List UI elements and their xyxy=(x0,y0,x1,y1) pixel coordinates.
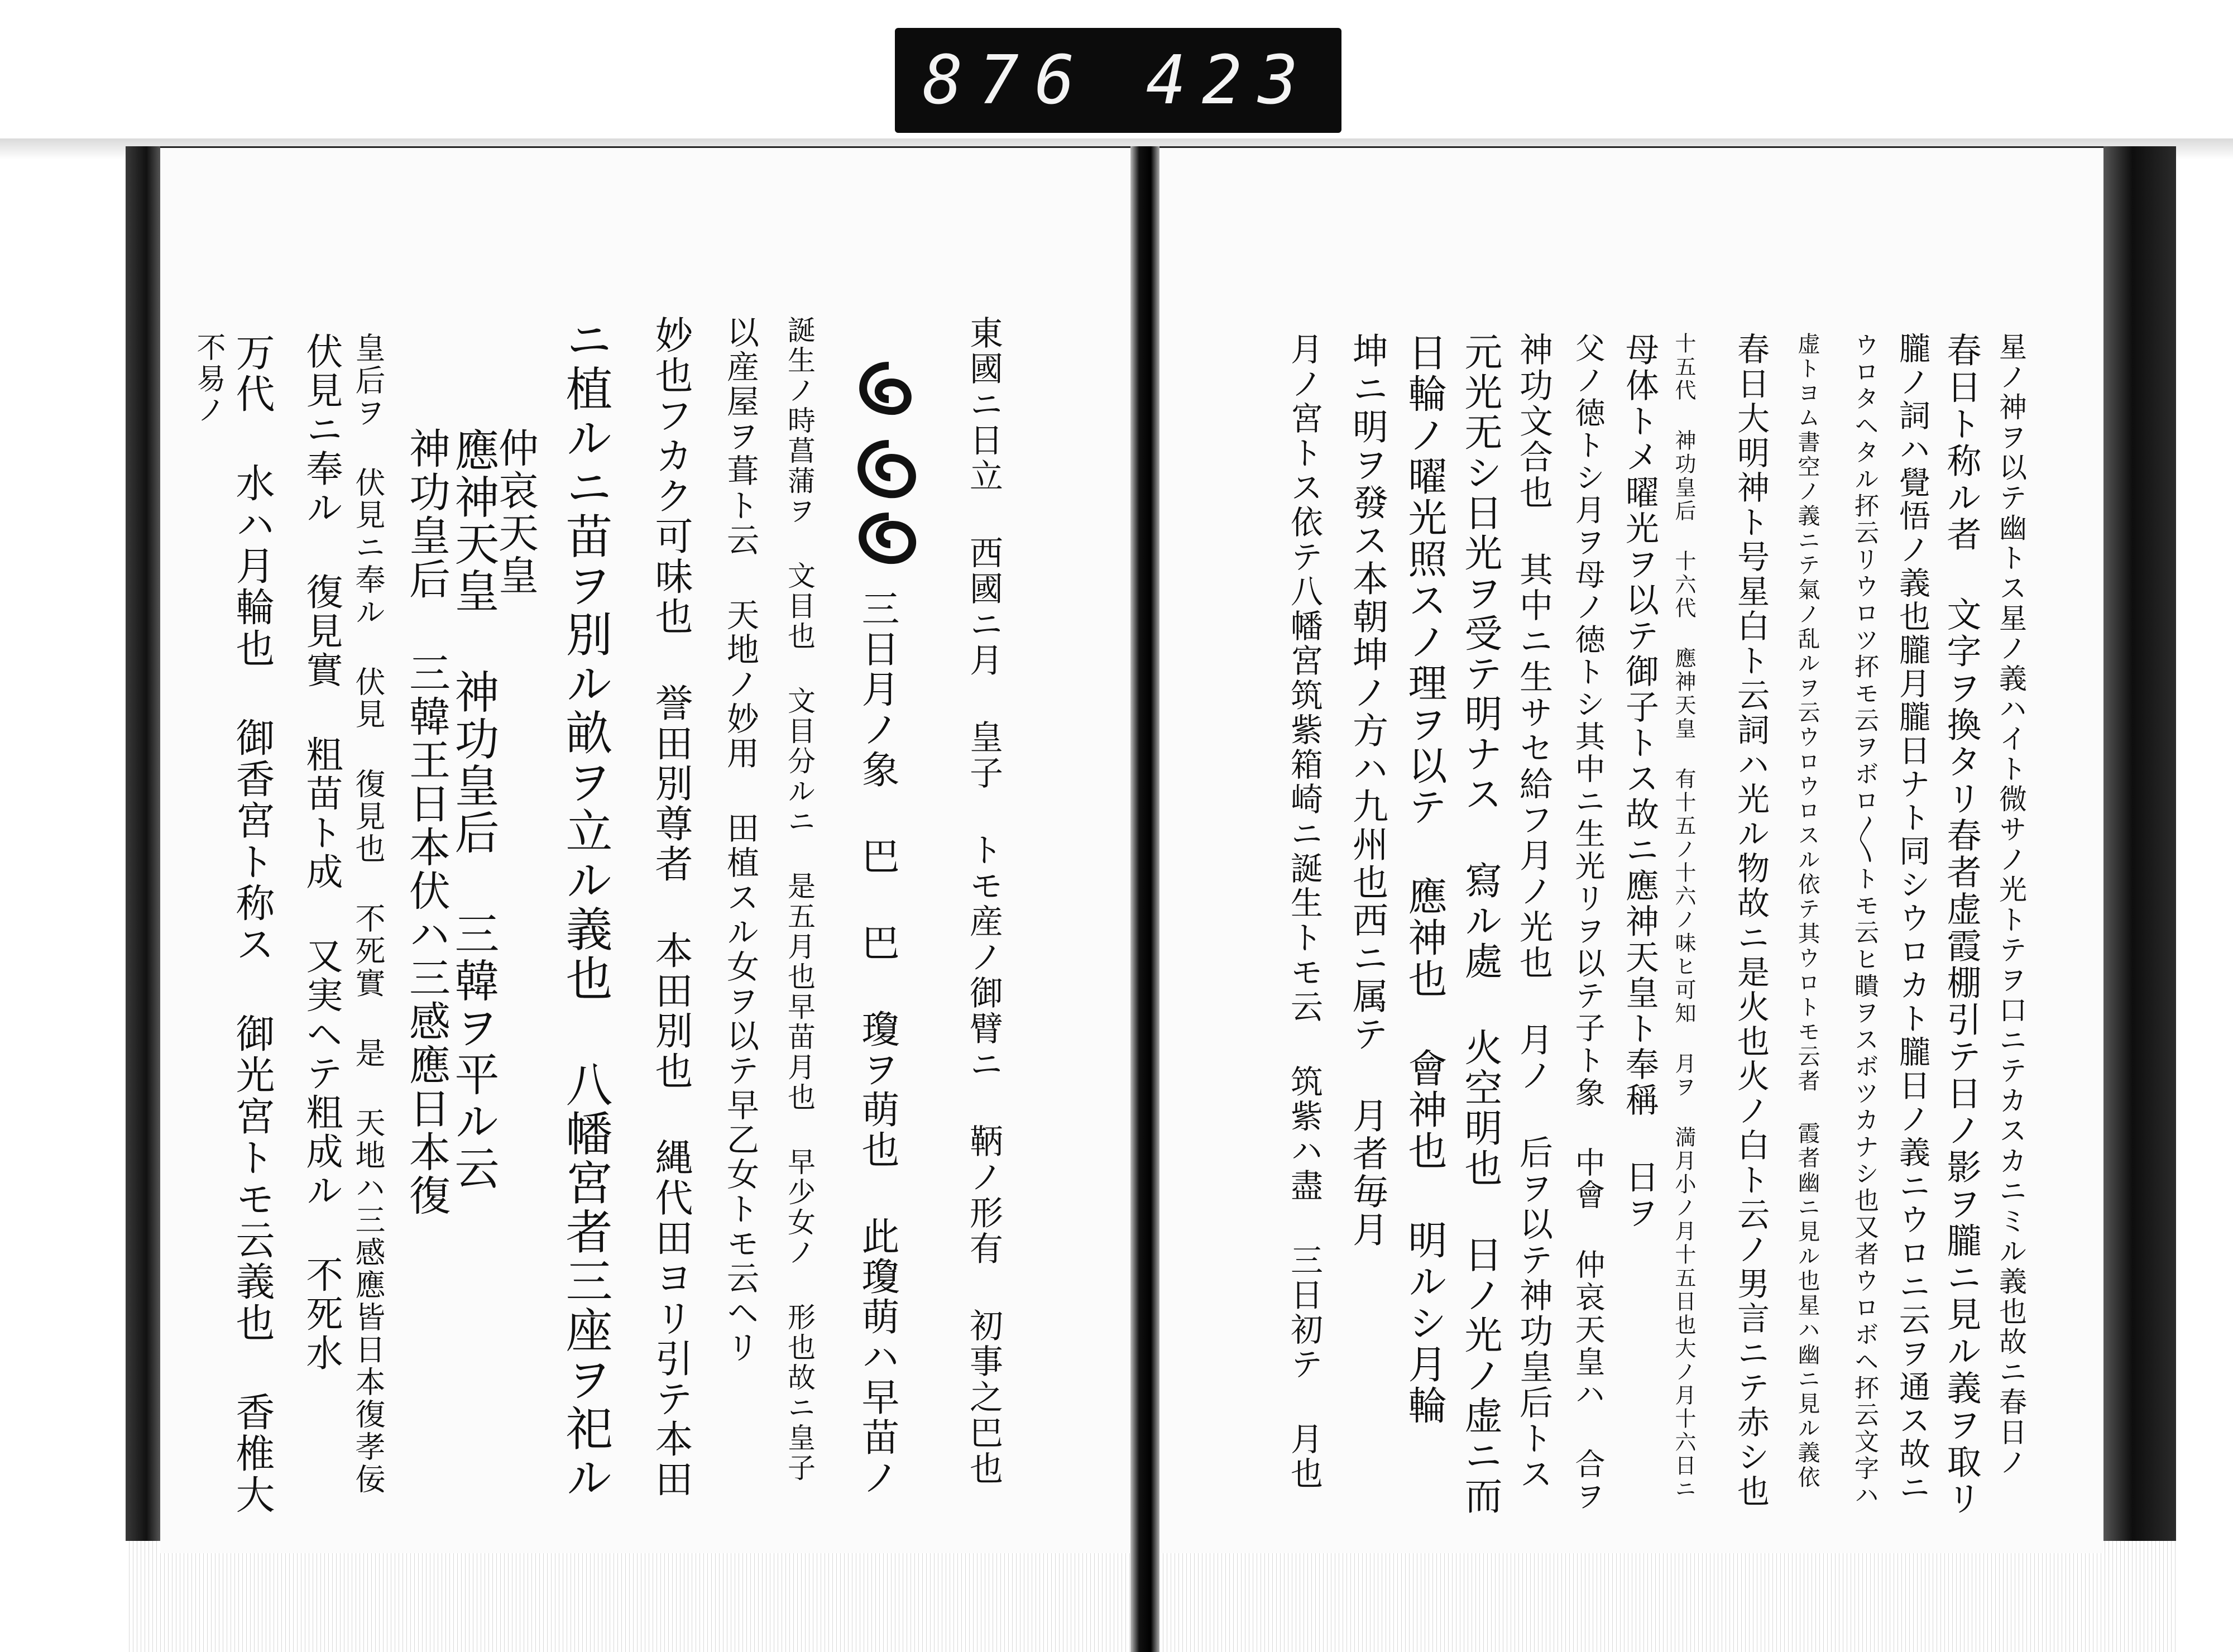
text-column: 不易ノ xyxy=(191,332,225,426)
right-cover-edge xyxy=(2103,146,2176,1553)
text-column: 万代 水ハ月輪也 御香宮ト称ス 御光宮トモ云義也 香椎大 xyxy=(229,332,275,1516)
text-column: 應神天皇 神功皇后 三韓ヲ平ル云 xyxy=(447,427,499,1192)
frame-number-right: 423 xyxy=(1146,41,1314,119)
text-column: 十五代 神功皇后 十六代 應神天皇 有十五ノ十六ノ味ヒ可知 月ヲ 満月小ノ月十五日也大ノ月十六日ニ xyxy=(1671,332,1696,1501)
text-column: 三日月ノ象 巴 巴 瓊ヲ萌也 此瓊萌ハ早苗ノ xyxy=(855,589,899,1498)
text-column: 妙也フカク可味也 誉田別尊者 本田別也 縄代田ヨリ引テ本田 xyxy=(649,315,693,1500)
text-column: 皇后ヲ 伏見ニ奉ル 伏見 復見也 不死實 是 天地ハ三感應皆日本復孝佞 xyxy=(351,332,386,1496)
text-column: 伏見ニ奉ル 復見實 粗苗ト成 又実ヘテ粗成ル 不死水 xyxy=(300,332,343,1373)
text-column: 春日ト称ル者 文字ヲ換タリ春者虚霞棚引テ日ノ影ヲ朧ニ見ル義ヲ取リ xyxy=(1941,332,1982,1517)
text-column: 母体トメ曜光ヲ以テ御子トス故ニ應神天皇ト奉稱 日ヲ xyxy=(1620,332,1659,1231)
text-column: 虚トヨム書空ノ義ニテ氣ノ乱ルヲ云ウロウロスル依テ其ウロトモ云者 霞者幽ニ見ル也星ハ幽ニ見ル義依 xyxy=(1794,332,1820,1490)
right-page xyxy=(1159,146,2103,1553)
text-column: ニ植ルニ苗ヲ別ル畝ヲ立ル義也 八幡宮者三座ヲ祀ル xyxy=(558,315,613,1502)
frame-number-left: 876 xyxy=(922,41,1091,119)
text-column: 坤ニ明ヲ發ス本朝坤ノ方ハ九州也西ニ属テ 月者毎月 xyxy=(1346,332,1388,1249)
left-page xyxy=(160,146,1130,1553)
text-column: 春日大明神ト号星白ト云詞ハ光ル物故ニ是火也火ノ白ト云ノ男言ニテ赤シ也 xyxy=(1732,332,1770,1509)
spiral-glyphs xyxy=(841,355,936,567)
text-column: 星ノ神ヲ以テ幽トス星ノ義ハイト微サノ光トテヲ口ニテカスカニミル義也故ニ春日ノ xyxy=(1995,332,2027,1478)
text-column: 日輪ノ曜光照スノ理ヲ以テ 應神也 會神也 明ルシ月輪 xyxy=(1402,332,1448,1426)
text-column: 神功文合也 其中ニ生サセ給フ月ノ光也 月ノ 后ヲ以テ神功皇后トス xyxy=(1514,332,1553,1492)
left-page-edges xyxy=(126,1541,1130,1652)
text-column: ウロタヘタル抔云リウロツ抔モ云ヲボロ〳〵トモ云ヒ瞶ヲスボツカナシ也又者ウロボヘ抔云文字ハ xyxy=(1850,332,1879,1509)
text-column: 神功皇后 三韓王日本伏ハ三感應日本復 xyxy=(402,427,451,1218)
text-column: 父ノ徳トシ月ヲ母ノ徳トシ其中ニ生光リヲ以テ子ト象 中會 仲哀天皇ハ 合ヲ xyxy=(1570,332,1606,1513)
text-column: 東國ニ日立 西國ニ月 皇子 トモ産ノ御臂ニ 鞆ノ形有 初事之巴也 xyxy=(964,315,1003,1487)
text-column: 朧ノ詞ハ覺悟ノ義也朧月朧日ナト同シウロカト朧日ノ義ニウロニ云ヲ通ス故ニ xyxy=(1894,332,1930,1505)
text-column: 以産屋ヲ葺ト云 天地ノ妙用 田植スル女ヲ以テ早乙女トモ云ヘリ xyxy=(721,315,759,1365)
right-page-edges xyxy=(1159,1541,2176,1652)
text-column: 月ノ宮トス依テ八幡宮筑紫箱崎ニ誕生トモ云 筑紫ハ盡 三日初テ 月也 xyxy=(1285,332,1323,1491)
left-cover-edge xyxy=(126,146,160,1553)
book-gutter xyxy=(1130,146,1159,1652)
text-column: 誕生ノ時菖蒲ヲ 文目也 文目分ルニ 是五月也早苗月也 早少女ノ 形也故ニ皇子 xyxy=(783,315,816,1483)
microfilm-frame-label xyxy=(895,28,1341,133)
text-column: 元光无シ日光ヲ受テ明ナス 寫ル處 火空明也 日ノ光ノ虚ニ而 xyxy=(1458,332,1502,1516)
text-column: 仲哀天皇 xyxy=(492,427,539,597)
